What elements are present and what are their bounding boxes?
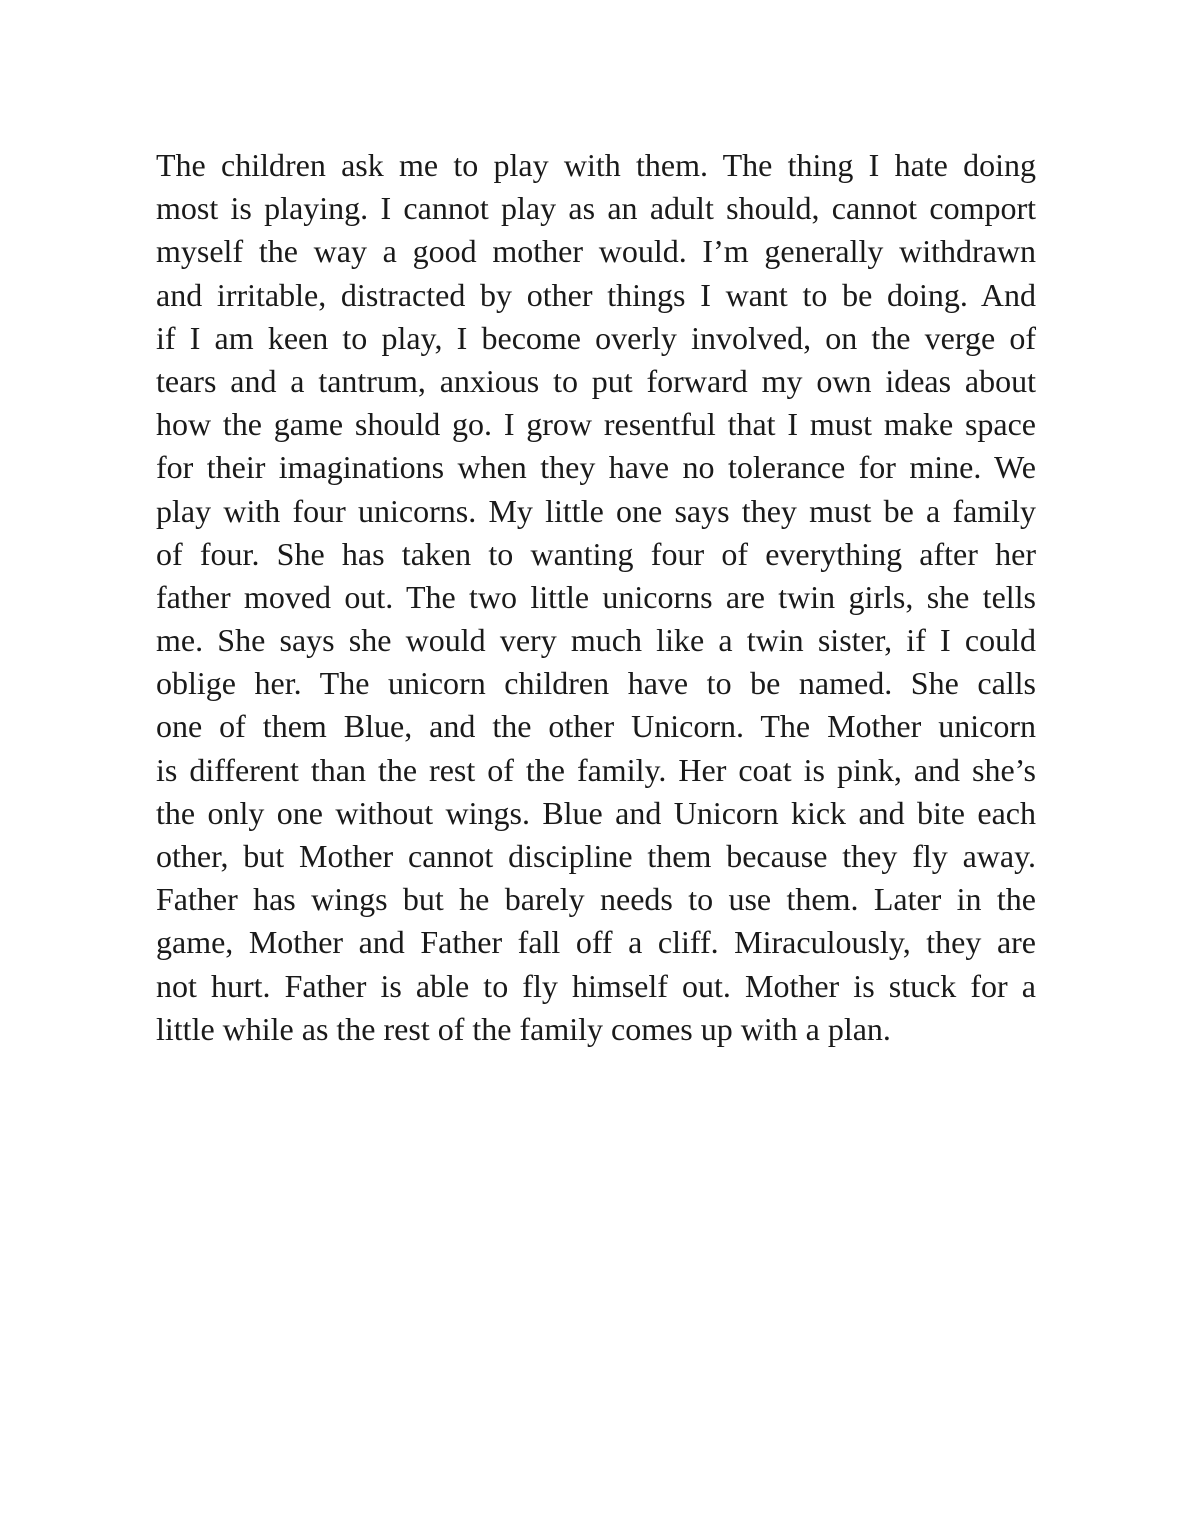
- text-line: most is playing. I cannot play as an adult should, cannot comport: [156, 190, 1036, 227]
- text-line: little while as the rest of the family comes up with a plan.: [156, 1010, 891, 1047]
- text-line: of four. She has taken to wanting four of everything after her: [156, 535, 1036, 572]
- text-line: oblige her. The unicorn children have to be named. She calls: [156, 665, 1036, 702]
- text-line: and irritable, distracted by other things I want to be doing. And: [156, 276, 1036, 313]
- text-line: if I am keen to play, I become overly involved, on the verge of: [156, 319, 1036, 356]
- text-line: how the game should go. I grow resentful that I must make space: [156, 406, 1036, 443]
- text-line: Father has wings but he barely needs to use them. Later in the: [156, 881, 1036, 918]
- text-line: not hurt. Father is able to fly himself out. Mother is stuck for a: [156, 967, 1036, 1004]
- text-line: myself the way a good mother would. I’m generally withdrawn: [156, 233, 1036, 270]
- text-line: tears and a tantrum, anxious to put forward my own ideas about: [156, 362, 1036, 399]
- body-paragraph: [156, 144, 1036, 1051]
- text-line: for their imaginations when they have no tolerance for mine. We: [156, 449, 1036, 486]
- text-line: the only one without wings. Blue and Unicorn kick and bite each: [156, 794, 1036, 831]
- text-line: play with four unicorns. My little one says they must be a family: [156, 492, 1036, 529]
- text-line: one of them Blue, and the other Unicorn. The Mother unicorn: [156, 708, 1036, 745]
- text-line: game, Mother and Father fall off a cliff. Miraculously, they are: [156, 924, 1036, 961]
- text-line: other, but Mother cannot discipline them because they fly away.: [156, 838, 1036, 874]
- text-line: me. She says she would very much like a twin sister, if I could: [156, 622, 1036, 659]
- text-line: is different than the rest of the family. Her coat is pink, and she’s: [156, 751, 1036, 788]
- text-line: father moved out. The two little unicorns are twin girls, she tells: [156, 578, 1036, 615]
- text-line: The children ask me to play with them. The thing I hate doing: [156, 147, 1036, 183]
